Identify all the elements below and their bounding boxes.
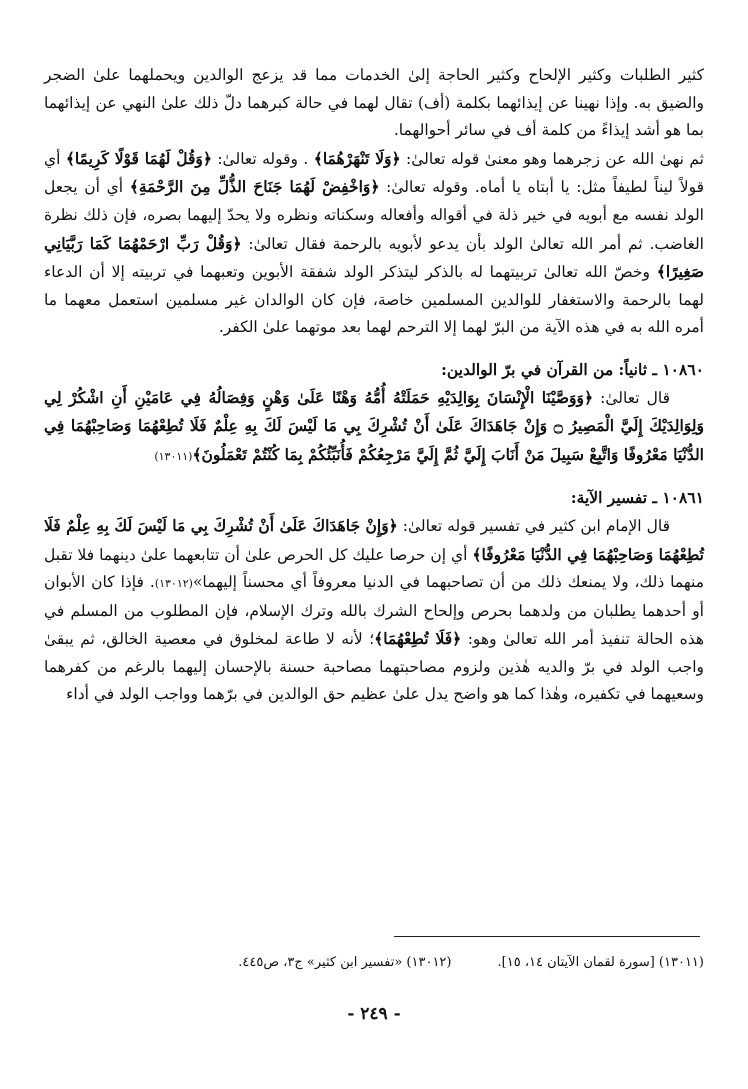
section-title: ـ ثانياً: من القرآن في برّ الوالدين:: [441, 359, 663, 379]
intro-paragraph-2: [44, 145, 704, 342]
text-run: ثم نهىٰ الله عن زجرهما وهو معنىٰ قوله تعالىٰ:: [400, 149, 704, 168]
section-heading-2: [44, 484, 704, 512]
footnote-ref: (١٣٠١١): [154, 449, 193, 463]
quran-verse: ﴿وَقُلْ لَهُمَا قَوْلًا كَرِيمًا﴾: [65, 148, 212, 168]
verse-paragraph: [44, 384, 704, 471]
page-number: - ٢٤٩ -: [347, 1004, 401, 1024]
quran-verse: ﴿وَوَصَّيْنَا الْإِنْسَانَ بِوَالِدَيْهِ حَمَلَتْهُ أُمُّهُ وَهْنًا عَلَىٰ وَهْنٍ وَفِصَالُهُ فِي عَامَيْنِ أَنِ اشْكُرْ لِي وَلِوَالِدَيْكَ إِلَيَّ الْمَصِيرُ ۝ وَإِنْ جَاهَدَاكَ عَلَىٰ أَنْ تُشْرِكَ بِي مَا لَيْسَ لَكَ بِهِ عِلْمٌ فَلَا تُطِعْهُمَا وَصَاحِبْهُمَا فِي الدُّنْيَا مَعْرُوفًا وَاتَّبِعْ سَبِيلَ مَنْ أَنَابَ إِلَيَّ ثُمَّ إِلَيَّ مَرْجِعُكُمْ فَأُنَبِّئُكُمْ بِمَا كُنْتُمْ تَعْمَلُونَ﴾: [44, 387, 704, 464]
footnotes: [44, 952, 704, 974]
quran-verse: ﴿وَإِنْ جَاهَدَاكَ عَلَىٰ أَنْ تُشْرِكَ بِي مَا لَيْسَ لَكَ بِهِ عِلْمٌ فَلَا تُطِعْهُمَا وَصَاحِبْهُمَا فِي الدُّنْيَا مَعْرُوفًا﴾: [44, 515, 704, 564]
text-run: . وقوله تعالىٰ:: [211, 149, 314, 168]
text-run: وخصّ الله تعالىٰ تربيتهما له بالذكر ليتذكر الولد شفقة الأبوين وتعبهما في تربيته إلا أن الدعاء لهما بالرحمة والاستغفار للوالدين المسلمين خاصة، فإن كان الوالدان غير مسلمين استعمل معهما ما أمره الله به في هذه الآية من البرّ لهما إلا الترحم لهما بعد موتهما علىٰ الكفر.: [44, 263, 704, 337]
intro-paragraph: كثير الطلبات وكثير الإلحاح وكثير الحاجة إلىٰ الخدمات مما قد يزعج الوالدين ويحملهما علىٰ الضجر والضيق به. وإذا نهينا عن إيذائهما بكلمة (أف) تقال لهما في حالة كبرهما دلّ ذلك علىٰ النهي عن إيذائهما بما هو أشد إيذاءً من كلمة أف في سائر أحوالهما.: [44, 66, 704, 140]
section-number: ١٠٨٦١: [662, 488, 704, 508]
text-run: . فإذا كان الأبوان أو أحدهما يطلبان من ولدهما بحرص وإلحاح الشرك بالله وترك الإسلام، فإن المطلوب من المسلم في هذه الحالة تنفيذ أمر الله تعالىٰ وهو:: [44, 573, 704, 649]
section-heading-1: [44, 356, 704, 384]
section-title: ـ تفسير الآية:: [570, 488, 663, 508]
text-run: أي قولاً ليناً لطيفاً مثل: يا أبتاه يا أماه. وقوله تعالىٰ:: [44, 149, 704, 197]
text-run: قال الإمام ابن كثير في تفسير قوله تعالىٰ:: [397, 516, 671, 535]
text-run: قال تعالىٰ:: [593, 388, 670, 407]
footnote-13011: (١٣٠١١) [سورة لقمان الآيتان ١٤، ١٥].: [497, 955, 704, 970]
quran-verse: ﴿فَلَا تُطِعْهُمَا﴾: [374, 629, 462, 649]
footnote-13012: (١٣٠١٢) «تفسير ابن كثير» ج٣، ص٤٤٥.: [238, 955, 452, 970]
text-run: أي إن حرصا عليك كل الحرص علىٰ أن تتابعهما علىٰ دينهما فلا تقبل منهما ذلك، ولا يمنعك ذلك من أن تصاحبهما في الدنيا معروفاً أي محسناً إليهما»: [44, 545, 704, 592]
page-body: [44, 62, 704, 709]
quran-verse: ﴿وَاخْفِضْ لَهُمَا جَنَاحَ الذُّلِّ مِنَ الرَّحْمَةِ﴾: [129, 177, 380, 197]
footnote-ref: (١٣٠١٢): [154, 577, 193, 591]
quran-verse: ﴿وَلَا تَنْهَرْهُمَا﴾: [313, 148, 401, 168]
footnote-divider: [394, 936, 700, 937]
tafsir-paragraph: [44, 512, 704, 709]
text-run: أي أن يجعل الولد نفسه مع أبويه في خير ذلة في أقواله وأفعاله وسكناته ونظره ولا يحدّ إليهما بصره، فإن ذلك نظرة الغاضب. ثم أمر الله تعالىٰ الولد بأن يدعو لأبويه بالرحمة فقال تعالىٰ:: [44, 178, 704, 253]
text-run: ؛ لأنه لا طاعة لمخلوق في معصية الخالق، ثم يبقىٰ واجب الولد في برّ والديه هٰذين ولزوم مصاحبتهما مصاحبة حسنة بالإحسان إليهما بالرغم من كفرهما وسعيهما في تكفيره، وهٰذا كما هو واضح يدل علىٰ عظيم حق الوالدين في برّهما وواجب الولد في أداء: [44, 630, 704, 704]
quran-verse: ﴿وَقُلْ رَبِّ ارْحَمْهُمَا كَمَا رَبَّيَانِي صَغِيرًا﴾: [44, 233, 704, 282]
section-number: ١٠٨٦٠: [662, 359, 704, 379]
